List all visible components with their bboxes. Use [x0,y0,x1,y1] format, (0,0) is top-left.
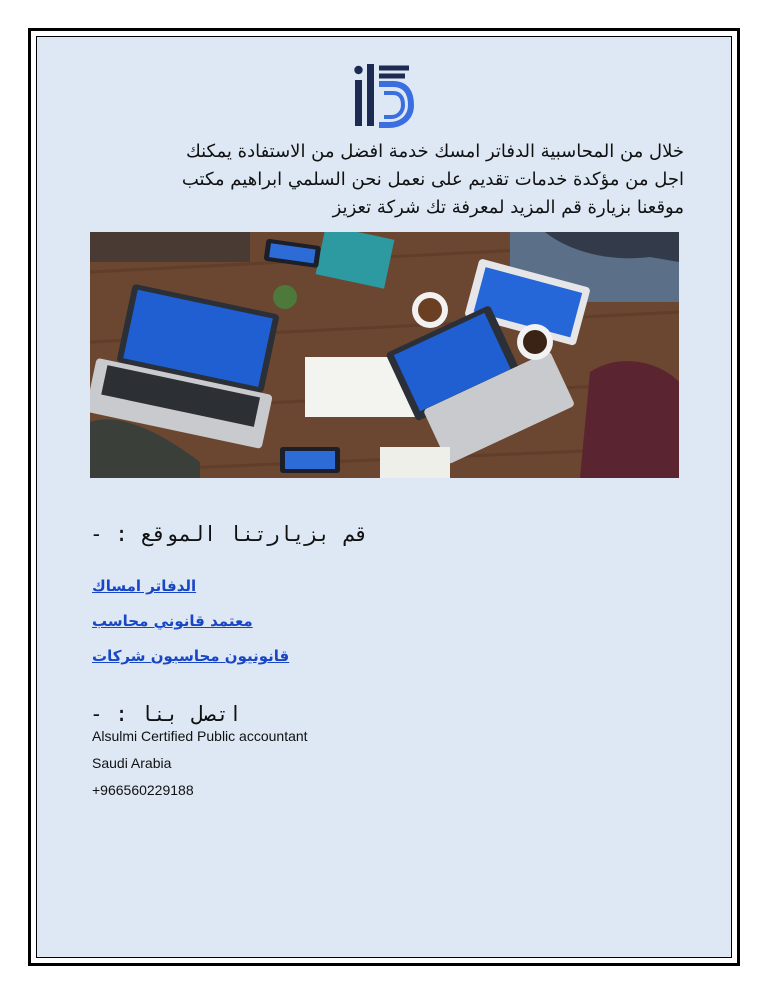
intro-paragraph [84,138,684,222]
contact-heading: اتصل بنا : - [90,702,242,726]
visit-heading: قم بزيارتنا الموقع : - [90,522,369,546]
link-certified-accountant[interactable]: معتمد قانوني محاسب [92,612,253,630]
intro-line-2: اجل من مؤكدة خدمات تقديم على نعمل نحن السلمي ابراهيم مكتب [181,169,684,190]
hero-image [90,232,679,478]
links-list [92,576,392,681]
contact-country: Saudi Arabia [92,755,172,771]
contact-block [92,728,492,809]
intro-line-1: خلال من المحاسبية الدفاتر امسك خدمة افضل من الاستفادة يمكنك [185,141,684,162]
link-bookkeeping[interactable]: الدفاتر امساك [92,577,197,595]
contact-phone: +966560229188 [92,782,194,798]
link-accounting-firms[interactable]: قانونيون محاسبون شركات [92,647,290,665]
intro-line-3: موقعنا بزيارة قم المزيد لمعرفة تك شركة تعزيز [332,197,684,218]
contact-company: Alsulmi Certified Public accountant [92,728,308,744]
brand-logo-icon [353,62,415,128]
